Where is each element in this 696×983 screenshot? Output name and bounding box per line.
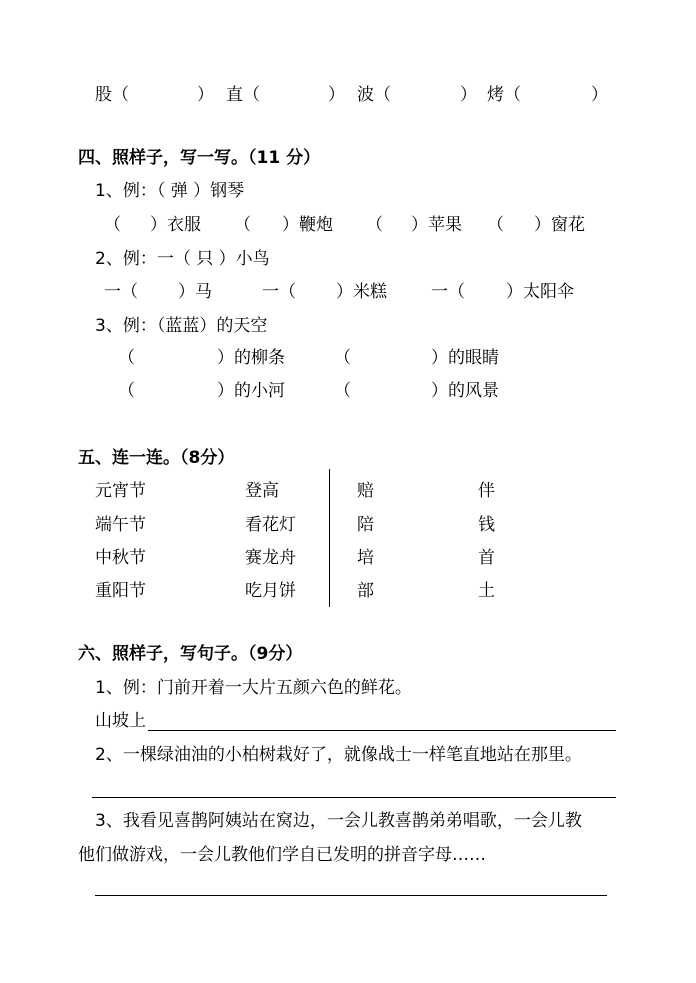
- s4-q3-item: ）的柳条: [217, 348, 285, 368]
- s4-q3-label: 3、例：（蓝蓝）的天空: [95, 316, 268, 336]
- s4-q3-item: ）的眼睛: [431, 348, 499, 368]
- answer-line-1[interactable]: [148, 730, 616, 731]
- festival-item: 端午节: [95, 515, 146, 535]
- s4-q2-blank: 一（: [262, 282, 296, 302]
- s6-q3-text-line1: 3、我看见喜鹊阿姨站在窝边，一会儿教喜鹊弟弟唱歌，一会儿教: [95, 811, 582, 831]
- s4-q3-blank: （: [118, 348, 135, 368]
- s4-q1-label: 1、例：（ 弹 ）钢琴: [95, 181, 245, 201]
- word-item: 首: [478, 548, 495, 568]
- custom-item: 吃月饼: [245, 581, 296, 601]
- char-item: 赔: [357, 481, 374, 501]
- word-item: 钱: [478, 515, 495, 535]
- s6-q1-example: 1、例：门前开着一大片五颜六色的鲜花。: [95, 678, 412, 698]
- s4-q1-item: ）苹果: [411, 215, 462, 235]
- top-blank-open-2: 直（: [226, 85, 260, 105]
- top-blank-open-3: 波（: [357, 85, 391, 105]
- s4-q2-item: ）太阳伞: [506, 282, 574, 302]
- top-blank-close-3: ）: [460, 85, 477, 105]
- s4-q1-item: ）衣服: [150, 215, 201, 235]
- s4-q3-item: ）的风景: [431, 381, 499, 401]
- s4-q3-blank: （: [118, 381, 135, 401]
- section5-heading: 五、连一连。（8分）: [78, 448, 235, 468]
- s4-q1-blank: （: [487, 215, 504, 235]
- s4-q1-item: ）窗花: [534, 215, 585, 235]
- s4-q1-item: ）鞭炮: [282, 215, 333, 235]
- s4-q2-blank: 一（: [431, 282, 465, 302]
- s4-q3-blank: （: [334, 381, 351, 401]
- top-blank-close-2: ）: [328, 85, 345, 105]
- s4-q1-blank: （: [104, 215, 121, 235]
- top-blank-close-4: ）: [591, 85, 608, 105]
- char-item: 部: [357, 581, 374, 601]
- column-divider: [329, 469, 330, 607]
- festival-item: 元宵节: [95, 481, 146, 501]
- s4-q2-label: 2、例：一（ 只 ）小鸟: [95, 249, 270, 269]
- custom-item: 看花灯: [245, 515, 296, 535]
- word-item: 伴: [478, 481, 495, 501]
- answer-line-3[interactable]: [95, 895, 607, 896]
- s4-q3-item: ）的小河: [217, 381, 285, 401]
- festival-item: 重阳节: [95, 581, 146, 601]
- char-item: 培: [357, 548, 374, 568]
- s4-q1-blank: （: [234, 215, 251, 235]
- s6-q2-text: 2、一棵绿油油的小柏树栽好了，就像战士一样笔直地站在那里。: [95, 745, 582, 765]
- word-item: 土: [478, 581, 495, 601]
- top-blank-open-4: 烤（: [487, 85, 521, 105]
- s4-q3-blank: （: [334, 348, 351, 368]
- section6-heading: 六、照样子，写句子。（9分）: [78, 644, 303, 664]
- s6-q1-prefix: 山坡上: [95, 711, 146, 731]
- s6-q3-text-line2: 他们做游戏，一会儿教他们学自已发明的拼音字母……: [78, 845, 486, 865]
- s4-q2-item: ）米糕: [336, 282, 387, 302]
- section4-heading: 四、照样子，写一写。（11 分）: [78, 148, 321, 168]
- char-item: 陪: [357, 515, 374, 535]
- answer-line-2[interactable]: [92, 797, 616, 798]
- custom-item: 登高: [245, 481, 279, 501]
- top-blank-close-1: ）: [197, 85, 214, 105]
- top-blank-open-1: 股（: [95, 85, 129, 105]
- custom-item: 赛龙舟: [245, 548, 296, 568]
- s4-q1-blank: （: [366, 215, 383, 235]
- s4-q2-item: ）马: [178, 282, 212, 302]
- festival-item: 中秋节: [95, 548, 146, 568]
- s4-q2-blank: 一（: [104, 282, 138, 302]
